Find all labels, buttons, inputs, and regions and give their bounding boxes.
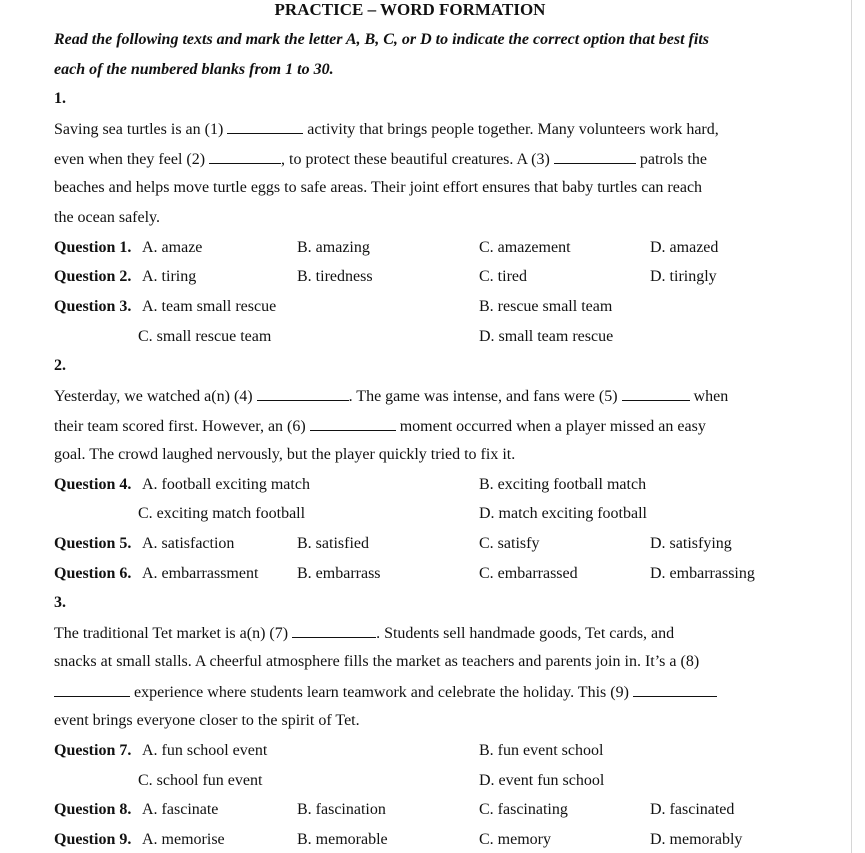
passage-text: Yesterday, we watched a(n) (4) — [54, 388, 257, 405]
question-label: Question 2. — [54, 268, 132, 285]
blank-3 — [554, 149, 636, 164]
option-d: D. memorably — [650, 831, 743, 848]
option-c: C. school fun event — [138, 772, 263, 789]
passage-1-line-1 — [54, 119, 719, 140]
page-edge-divider — [851, 0, 852, 853]
option-a: A. team small rescue — [142, 298, 277, 315]
question-label: Question 1. — [54, 239, 132, 256]
passage-text: their team scored first. However, an (6) — [54, 418, 310, 435]
option-a: A. fun school event — [142, 742, 268, 759]
option-a: A. embarrassment — [142, 565, 259, 582]
option-a: A. football exciting match — [142, 476, 310, 493]
passage-3-line-1 — [54, 623, 674, 644]
blank-6 — [310, 416, 396, 431]
passage-text: when — [689, 388, 729, 405]
passage-1-line-3: beaches and helps move turtle eggs to safe areas. Their joint effort ensures that baby turtles can reach — [54, 179, 703, 196]
option-c: C. small rescue team — [138, 328, 272, 345]
question-label: Question 7. — [54, 742, 132, 759]
option-b: B. fun event school — [479, 742, 604, 759]
option-c: C. embarrassed — [479, 565, 578, 582]
blank-9 — [633, 682, 717, 697]
option-d: D. fascinated — [650, 801, 735, 818]
section-number-1: 1. — [54, 90, 66, 107]
passage-text: activity that brings people together. Many volunteers work hard, — [303, 121, 719, 138]
option-b: B. amazing — [297, 239, 370, 256]
option-d: D. satisfying — [650, 535, 732, 552]
option-a: A. satisfaction — [142, 535, 235, 552]
question-label: Question 5. — [54, 535, 132, 552]
question-label: Question 9. — [54, 831, 132, 848]
option-a: A. fascinate — [142, 801, 219, 818]
option-c: C. satisfy — [479, 535, 540, 552]
passage-text: . Students sell handmade goods, Tet cards, and — [376, 625, 675, 642]
option-b: B. fascination — [297, 801, 386, 818]
blank-5 — [622, 386, 690, 401]
passage-text: , to protect these beautiful creatures. A (3) — [281, 151, 554, 168]
option-d: D. small team rescue — [479, 328, 614, 345]
blank-4 — [257, 386, 349, 401]
option-b: B. satisfied — [297, 535, 369, 552]
option-c: C. tired — [479, 268, 527, 285]
instructions-line-2: each of the numbered blanks from 1 to 30. — [54, 61, 334, 78]
passage-text: experience where students learn teamwork and celebrate the holiday. This (9) — [130, 684, 633, 701]
option-a: A. tiring — [142, 268, 197, 285]
question-label: Question 3. — [54, 298, 132, 315]
option-c: C. memory — [479, 831, 551, 848]
option-d: D. amazed — [650, 239, 719, 256]
option-d: D. event fun school — [479, 772, 605, 789]
option-a: A. memorise — [142, 831, 225, 848]
blank-8 — [54, 682, 130, 697]
option-b: B. tiredness — [297, 268, 373, 285]
instructions-line-1: Read the following texts and mark the letter A, B, C, or D to indicate the correct option that best fits — [54, 31, 709, 48]
option-a: A. amaze — [142, 239, 203, 256]
passage-text: . The game was intense, and fans were (5) — [348, 388, 622, 405]
section-number-3: 3. — [54, 594, 66, 611]
question-label: Question 6. — [54, 565, 132, 582]
passage-1-line-2 — [54, 149, 707, 170]
passage-2-line-2 — [54, 416, 706, 437]
passage-text: patrols the — [635, 151, 707, 168]
question-label: Question 8. — [54, 801, 132, 818]
option-d: D. tiringly — [650, 268, 717, 285]
option-c: C. fascinating — [479, 801, 568, 818]
option-d: D. match exciting football — [479, 505, 647, 522]
option-b: B. exciting football match — [479, 476, 647, 493]
passage-3-line-2: snacks at small stalls. A cheerful atmosphere fills the market as teachers and parents join in. It’s a (8) — [54, 653, 700, 670]
question-label: Question 4. — [54, 476, 132, 493]
section-number-2: 2. — [54, 357, 66, 374]
option-d: D. embarrassing — [650, 565, 755, 582]
passage-3-line-4: event brings everyone closer to the spirit of Tet. — [54, 712, 360, 729]
blank-1 — [227, 119, 303, 134]
blank-7 — [292, 623, 376, 638]
option-b: B. embarrass — [297, 565, 381, 582]
option-c: C. exciting match football — [138, 505, 306, 522]
blank-2 — [209, 149, 281, 164]
option-b: B. memorable — [297, 831, 388, 848]
passage-text: The traditional Tet market is a(n) (7) — [54, 625, 293, 642]
passage-1-line-4: the ocean safely. — [54, 209, 161, 226]
passage-text: Saving sea turtles is an (1) — [54, 121, 228, 138]
passage-2-line-3: goal. The crowd laughed nervously, but the player quickly tried to fix it. — [54, 446, 516, 463]
option-b: B. rescue small team — [479, 298, 613, 315]
passage-3-line-3 — [54, 682, 717, 703]
passage-text: moment occurred when a player missed an easy — [395, 418, 706, 435]
passage-2-line-1 — [54, 386, 728, 407]
option-c: C. amazement — [479, 239, 571, 256]
page-title: PRACTICE – WORD FORMATION — [274, 0, 546, 19]
passage-text: even when they feel (2) — [54, 151, 210, 168]
